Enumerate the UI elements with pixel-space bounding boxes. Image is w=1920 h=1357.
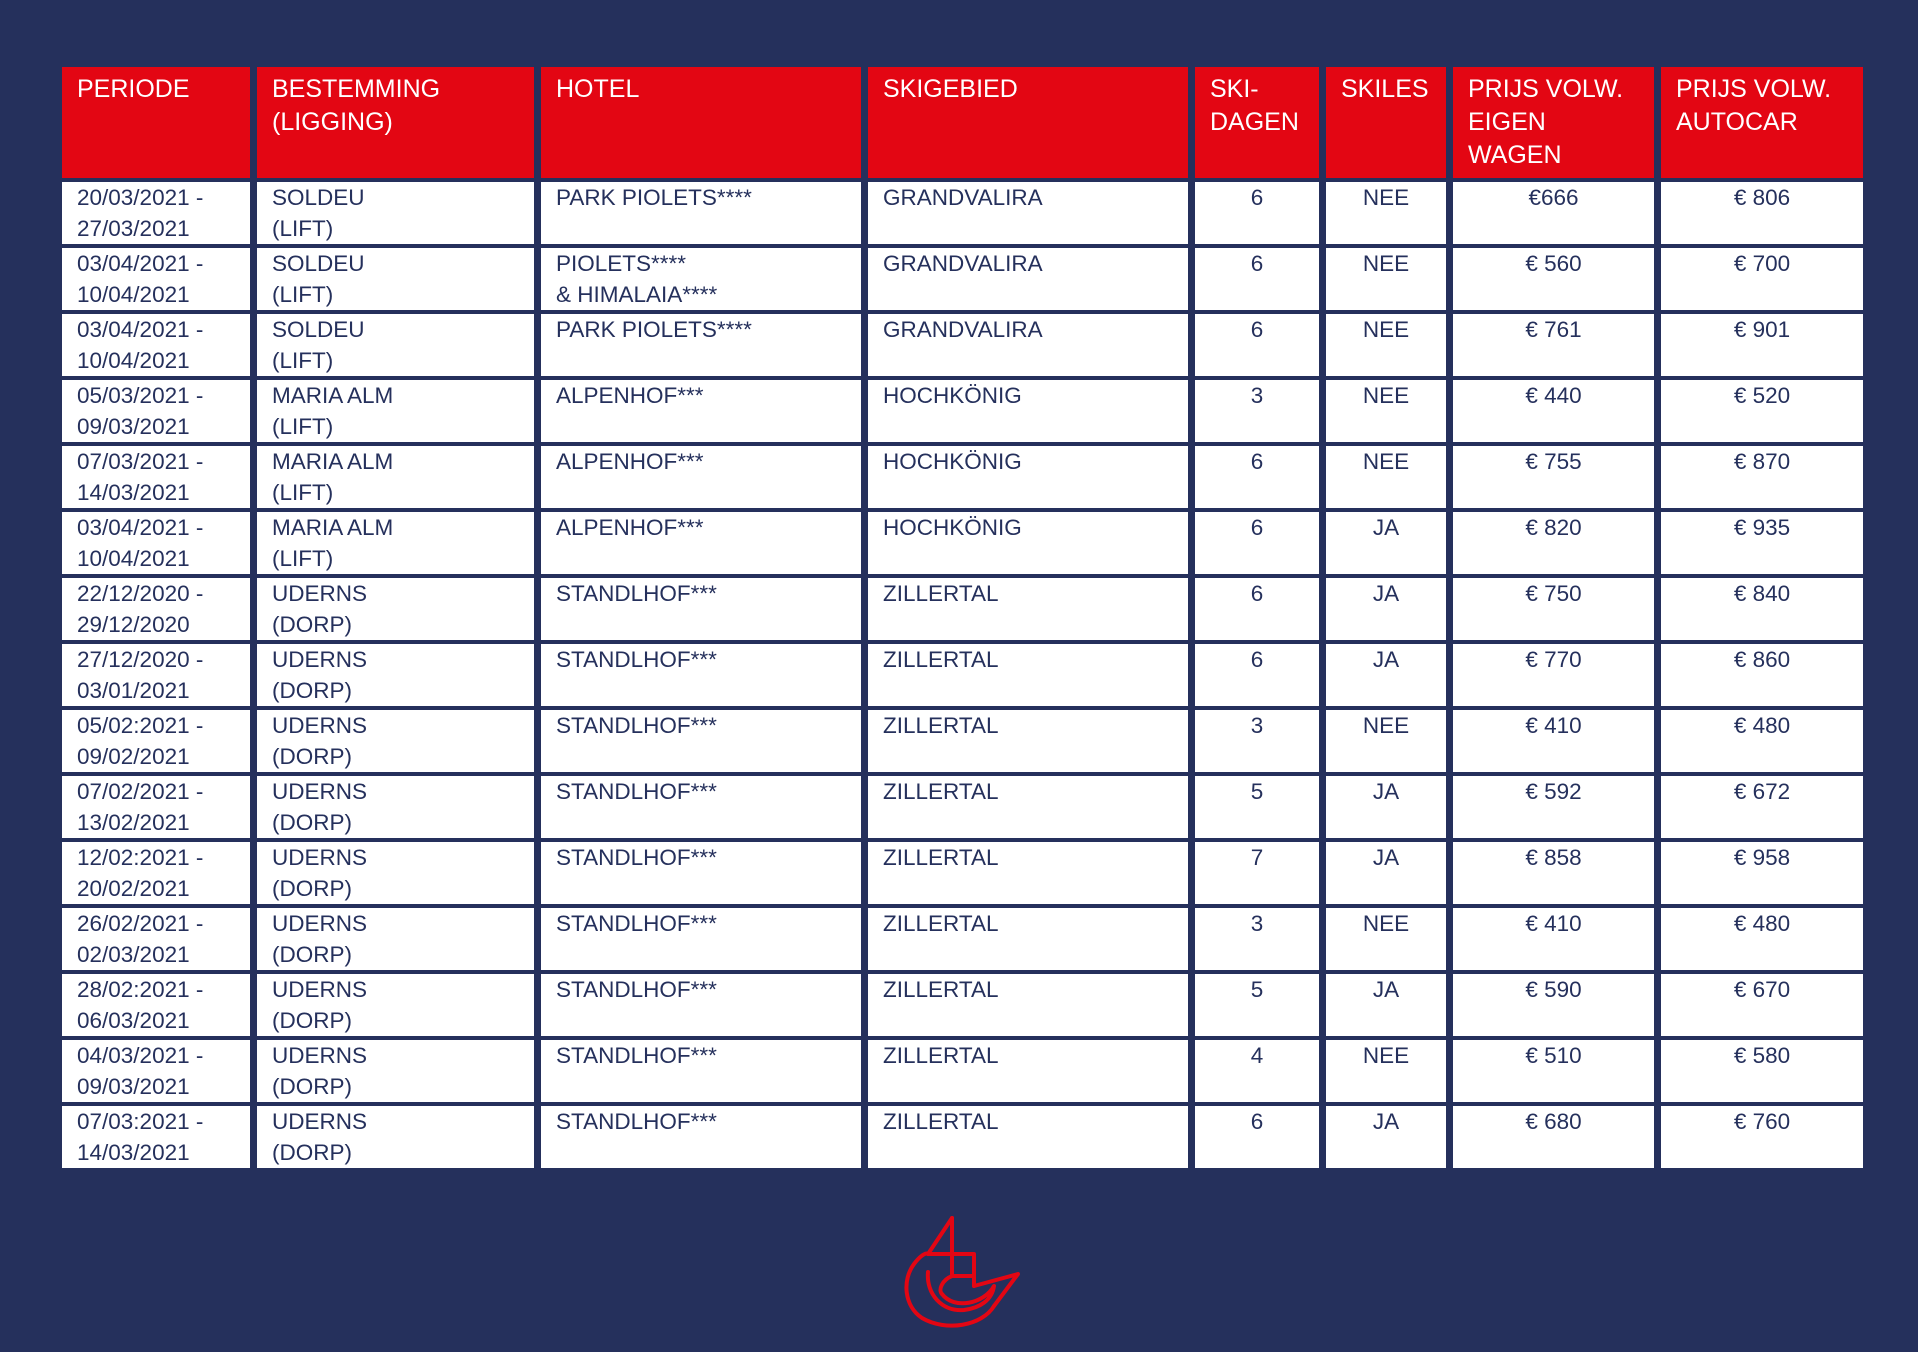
cell-prijs-eigen-wagen: € 560 (1453, 248, 1654, 310)
cell-hotel (541, 842, 861, 904)
cell-bestemming-line: (LIFT) (272, 282, 334, 307)
column-header-skiles: SKILES (1326, 67, 1446, 178)
table-row (62, 908, 1863, 970)
column-header-prijs-autocar: PRIJS VOLW. AUTOCAR (1661, 67, 1863, 178)
cell-skigebied: HOCHKÖNIG (868, 446, 1188, 508)
cell-hotel (541, 314, 861, 376)
cell-bestemming-line: (DORP) (272, 810, 352, 835)
cell-bestemming-line: UDERNS (272, 845, 368, 870)
cell-skidagen: 3 (1195, 710, 1319, 772)
cell-skidagen: 5 (1195, 776, 1319, 838)
column-header-hotel: HOTEL (541, 67, 861, 178)
cell-skiles: JA (1326, 578, 1446, 640)
table-row (62, 314, 1863, 376)
cell-periode (62, 314, 250, 376)
cell-periode-line: 06/03/2021 (77, 1008, 190, 1033)
cell-prijs-autocar: € 480 (1661, 710, 1863, 772)
cell-skiles: JA (1326, 644, 1446, 706)
cell-skidagen: 3 (1195, 380, 1319, 442)
table-row (62, 578, 1863, 640)
cell-bestemming-line: (DORP) (272, 612, 352, 637)
cell-skidagen: 6 (1195, 1106, 1319, 1168)
cell-skidagen: 4 (1195, 1040, 1319, 1102)
cell-periode (62, 578, 250, 640)
cell-periode-line: 20/02/2021 (77, 876, 190, 901)
cell-bestemming (257, 182, 534, 244)
cell-periode-line: 10/04/2021 (77, 348, 190, 373)
cell-prijs-eigen-wagen: € 680 (1453, 1106, 1654, 1168)
cell-prijs-eigen-wagen: € 410 (1453, 908, 1654, 970)
cell-bestemming-line: (DORP) (272, 1074, 352, 1099)
cell-hotel (541, 182, 861, 244)
cell-prijs-autocar: € 935 (1661, 512, 1863, 574)
cell-bestemming-line: (LIFT) (272, 414, 334, 439)
cell-bestemming-line: (DORP) (272, 744, 352, 769)
table-row (62, 842, 1863, 904)
cell-periode (62, 776, 250, 838)
cell-hotel-line: STANDLHOF*** (556, 581, 717, 606)
table-row (62, 710, 1863, 772)
cell-skiles: NEE (1326, 314, 1446, 376)
cell-periode-line: 03/04/2021 - (77, 515, 204, 540)
cell-bestemming (257, 1040, 534, 1102)
cell-hotel-line: & HIMALAIA**** (556, 282, 718, 307)
cell-bestemming-line: MARIA ALM (272, 515, 394, 540)
cell-hotel (541, 1040, 861, 1102)
cell-skidagen: 6 (1195, 578, 1319, 640)
cell-periode-line: 29/12/2020 (77, 612, 190, 637)
cell-periode-line: 09/02/2021 (77, 744, 190, 769)
cell-skigebied: ZILLERTAL (868, 908, 1188, 970)
cell-periode-line: 26/02/2021 - (77, 911, 204, 936)
cell-skidagen: 6 (1195, 182, 1319, 244)
cell-skigebied: GRANDVALIRA (868, 314, 1188, 376)
cell-prijs-autocar: € 958 (1661, 842, 1863, 904)
cell-skigebied: ZILLERTAL (868, 1106, 1188, 1168)
cell-bestemming (257, 908, 534, 970)
cell-prijs-autocar: € 806 (1661, 182, 1863, 244)
cell-bestemming (257, 512, 534, 574)
cell-skiles: JA (1326, 512, 1446, 574)
cell-periode-line: 09/03/2021 (77, 1074, 190, 1099)
cell-prijs-autocar: € 760 (1661, 1106, 1863, 1168)
cell-periode-line: 03/04/2021 - (77, 251, 204, 276)
cell-bestemming-line: UDERNS (272, 977, 368, 1002)
column-header-bestemming: BESTEMMING (LIGGING) (257, 67, 534, 178)
cell-skiles: JA (1326, 974, 1446, 1036)
table-row (62, 974, 1863, 1036)
cell-periode-line: 04/03/2021 - (77, 1043, 204, 1068)
cell-hotel-line: PARK PIOLETS**** (556, 317, 752, 342)
cell-prijs-autocar: € 672 (1661, 776, 1863, 838)
cell-prijs-autocar: € 580 (1661, 1040, 1863, 1102)
table-body (62, 182, 1863, 1168)
cell-periode-line: 09/03/2021 (77, 414, 190, 439)
cell-hotel (541, 908, 861, 970)
cell-prijs-eigen-wagen: € 590 (1453, 974, 1654, 1036)
cell-hotel-line: PARK PIOLETS**** (556, 185, 752, 210)
cell-prijs-eigen-wagen: € 510 (1453, 1040, 1654, 1102)
cell-hotel-line: STANDLHOF*** (556, 977, 717, 1002)
cell-skiles: NEE (1326, 908, 1446, 970)
table-header-row (62, 67, 1863, 178)
column-header-periode: PERIODE (62, 67, 250, 178)
cell-skigebied: HOCHKÖNIG (868, 512, 1188, 574)
cell-periode-line: 20/03/2021 - (77, 185, 204, 210)
cell-hotel (541, 644, 861, 706)
table-row (62, 446, 1863, 508)
cell-periode-line: 12/02:2021 - (77, 845, 204, 870)
cell-prijs-eigen-wagen: € 820 (1453, 512, 1654, 574)
cell-skiles: NEE (1326, 380, 1446, 442)
cell-bestemming-line: (DORP) (272, 678, 352, 703)
cell-prijs-autocar: € 520 (1661, 380, 1863, 442)
cell-hotel (541, 776, 861, 838)
cell-hotel-line: ALPENHOF*** (556, 383, 704, 408)
cell-skiles: JA (1326, 776, 1446, 838)
cell-hotel (541, 974, 861, 1036)
cell-bestemming (257, 644, 534, 706)
cell-hotel-line: ALPENHOF*** (556, 515, 704, 540)
cell-hotel (541, 446, 861, 508)
cell-hotel-line: ALPENHOF*** (556, 449, 704, 474)
cell-periode (62, 182, 250, 244)
cell-bestemming (257, 446, 534, 508)
cell-prijs-autocar: € 840 (1661, 578, 1863, 640)
cell-periode-line: 05/02:2021 - (77, 713, 204, 738)
cell-skiles: NEE (1326, 446, 1446, 508)
cell-bestemming (257, 710, 534, 772)
cell-bestemming (257, 974, 534, 1036)
table-row (62, 380, 1863, 442)
ski-trips-table (55, 63, 1870, 1172)
cell-bestemming (257, 842, 534, 904)
cell-skidagen: 6 (1195, 446, 1319, 508)
cell-skiles: NEE (1326, 710, 1446, 772)
cell-skiles: JA (1326, 1106, 1446, 1168)
cell-periode-line: 22/12/2020 - (77, 581, 204, 606)
cell-bestemming (257, 248, 534, 310)
cell-skigebied: ZILLERTAL (868, 644, 1188, 706)
cell-hotel-line: STANDLHOF*** (556, 1043, 717, 1068)
cell-bestemming-line: SOLDEU (272, 251, 365, 276)
table-row (62, 776, 1863, 838)
cell-bestemming-line: MARIA ALM (272, 383, 394, 408)
cell-hotel-line: STANDLHOF*** (556, 911, 717, 936)
cell-prijs-eigen-wagen: € 761 (1453, 314, 1654, 376)
cell-hotel-line: STANDLHOF*** (556, 779, 717, 804)
cell-skidagen: 7 (1195, 842, 1319, 904)
cell-skigebied: ZILLERTAL (868, 842, 1188, 904)
cell-prijs-autocar: € 901 (1661, 314, 1863, 376)
cell-periode (62, 974, 250, 1036)
cell-prijs-autocar: € 700 (1661, 248, 1863, 310)
cell-periode (62, 512, 250, 574)
cell-bestemming-line: UDERNS (272, 581, 368, 606)
cell-prijs-eigen-wagen: €666 (1453, 182, 1654, 244)
cell-periode (62, 908, 250, 970)
cell-skidagen: 5 (1195, 974, 1319, 1036)
cell-bestemming-line: SOLDEU (272, 317, 365, 342)
cell-skidagen: 6 (1195, 512, 1319, 574)
cell-periode (62, 380, 250, 442)
column-header-skidagen: SKI- DAGEN (1195, 67, 1319, 178)
cell-prijs-autocar: € 670 (1661, 974, 1863, 1036)
cell-bestemming-line: (DORP) (272, 876, 352, 901)
cell-bestemming-line: (DORP) (272, 1008, 352, 1033)
cell-hotel (541, 1106, 861, 1168)
cell-periode-line: 07/03/2021 - (77, 449, 204, 474)
cell-hotel-line: STANDLHOF*** (556, 1109, 717, 1134)
cell-skigebied: GRANDVALIRA (868, 248, 1188, 310)
cell-hotel (541, 380, 861, 442)
cell-hotel (541, 578, 861, 640)
table-row (62, 644, 1863, 706)
cell-bestemming-line: UDERNS (272, 779, 368, 804)
cell-prijs-autocar: € 860 (1661, 644, 1863, 706)
cell-periode (62, 842, 250, 904)
cell-skidagen: 6 (1195, 248, 1319, 310)
table-row (62, 248, 1863, 310)
cell-skiles: NEE (1326, 248, 1446, 310)
cell-periode-line: 07/03:2021 - (77, 1109, 204, 1134)
cell-hotel-line: STANDLHOF*** (556, 647, 717, 672)
cell-bestemming (257, 776, 534, 838)
cell-skigebied: ZILLERTAL (868, 974, 1188, 1036)
cell-prijs-eigen-wagen: € 770 (1453, 644, 1654, 706)
cell-bestemming-line: (LIFT) (272, 480, 334, 505)
cell-bestemming-line: (LIFT) (272, 546, 334, 571)
cell-periode-line: 07/02/2021 - (77, 779, 204, 804)
cell-bestemming (257, 578, 534, 640)
table-row (62, 512, 1863, 574)
cell-prijs-autocar: € 480 (1661, 908, 1863, 970)
cell-periode-line: 14/03/2021 (77, 1140, 190, 1165)
cell-prijs-eigen-wagen: € 592 (1453, 776, 1654, 838)
cell-bestemming-line: SOLDEU (272, 185, 365, 210)
cell-periode (62, 248, 250, 310)
column-header-skigebied: SKIGEBIED (868, 67, 1188, 178)
table-row (62, 1040, 1863, 1102)
cell-periode (62, 710, 250, 772)
cell-bestemming (257, 380, 534, 442)
cell-periode-line: 14/03/2021 (77, 480, 190, 505)
cell-skigebied: ZILLERTAL (868, 578, 1188, 640)
cell-periode (62, 446, 250, 508)
cell-prijs-autocar: € 870 (1661, 446, 1863, 508)
cell-skigebied: ZILLERTAL (868, 1040, 1188, 1102)
cell-periode-line: 28/02:2021 - (77, 977, 204, 1002)
cell-skidagen: 3 (1195, 908, 1319, 970)
cell-prijs-eigen-wagen: € 750 (1453, 578, 1654, 640)
cell-bestemming-line: UDERNS (272, 713, 368, 738)
cell-bestemming-line: (DORP) (272, 942, 352, 967)
cell-bestemming-line: MARIA ALM (272, 449, 394, 474)
cell-skigebied: ZILLERTAL (868, 776, 1188, 838)
cell-periode-line: 10/04/2021 (77, 282, 190, 307)
cell-hotel (541, 248, 861, 310)
cell-periode-line: 27/12/2020 - (77, 647, 204, 672)
cell-bestemming-line: UDERNS (272, 1043, 368, 1068)
cell-periode (62, 1040, 250, 1102)
cell-bestemming-line: UDERNS (272, 647, 368, 672)
cell-bestemming-line: UDERNS (272, 1109, 368, 1134)
cell-periode-line: 10/04/2021 (77, 546, 190, 571)
cell-prijs-eigen-wagen: € 440 (1453, 380, 1654, 442)
cell-prijs-eigen-wagen: € 858 (1453, 842, 1654, 904)
cell-skigebied: GRANDVALIRA (868, 182, 1188, 244)
cell-bestemming (257, 1106, 534, 1168)
cell-bestemming-line: UDERNS (272, 911, 368, 936)
brand-logo-icon (898, 1214, 1022, 1334)
cell-skidagen: 6 (1195, 644, 1319, 706)
column-header-prijs-eigen-wagen: PRIJS VOLW. EIGEN WAGEN (1453, 67, 1654, 178)
cell-periode (62, 644, 250, 706)
cell-hotel-line: PIOLETS**** (556, 251, 687, 276)
cell-hotel (541, 512, 861, 574)
cell-periode-line: 13/02/2021 (77, 810, 190, 835)
cell-periode-line: 03/04/2021 - (77, 317, 204, 342)
cell-prijs-eigen-wagen: € 410 (1453, 710, 1654, 772)
cell-periode (62, 1106, 250, 1168)
cell-skigebied: HOCHKÖNIG (868, 380, 1188, 442)
cell-periode-line: 02/03/2021 (77, 942, 190, 967)
cell-hotel-line: STANDLHOF*** (556, 845, 717, 870)
cell-periode-line: 27/03/2021 (77, 216, 190, 241)
cell-periode-line: 05/03/2021 - (77, 383, 204, 408)
cell-hotel (541, 710, 861, 772)
cell-skiles: NEE (1326, 1040, 1446, 1102)
cell-prijs-eigen-wagen: € 755 (1453, 446, 1654, 508)
cell-periode-line: 03/01/2021 (77, 678, 190, 703)
table-row (62, 1106, 1863, 1168)
table-row (62, 182, 1863, 244)
cell-bestemming (257, 314, 534, 376)
cell-bestemming-line: (LIFT) (272, 216, 334, 241)
cell-skiles: JA (1326, 842, 1446, 904)
cell-hotel-line: STANDLHOF*** (556, 713, 717, 738)
cell-bestemming-line: (DORP) (272, 1140, 352, 1165)
cell-bestemming-line: (LIFT) (272, 348, 334, 373)
cell-skiles: NEE (1326, 182, 1446, 244)
cell-skidagen: 6 (1195, 314, 1319, 376)
cell-skigebied: ZILLERTAL (868, 710, 1188, 772)
